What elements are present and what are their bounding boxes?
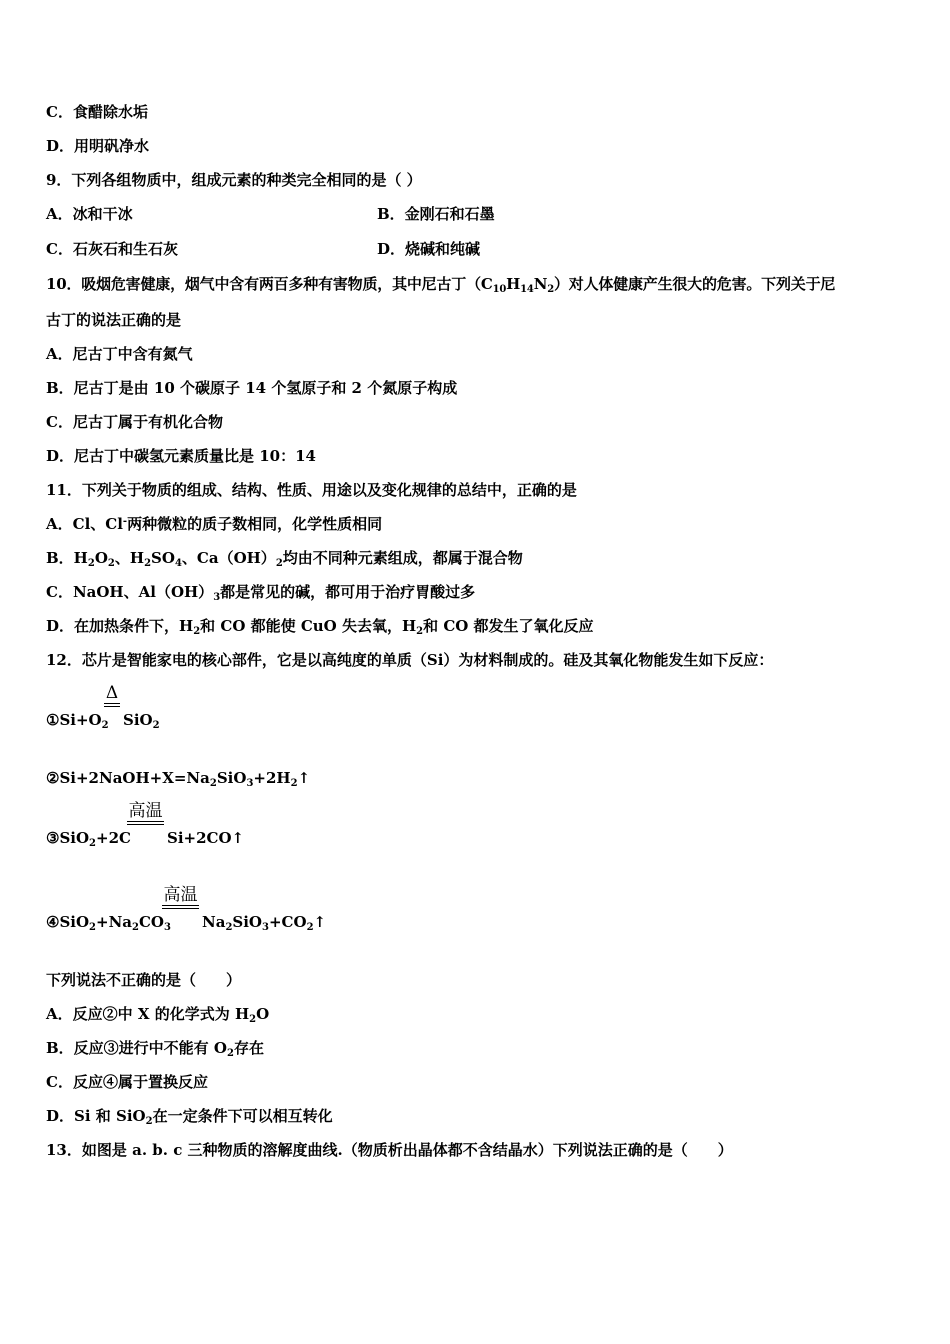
- q12-reaction-1-reactants: $①Si+O_2$: [46, 711, 109, 731]
- q12-option-b: B．反应③进行中不能有 $O_2$存在: [46, 1039, 264, 1059]
- q11-option-a: A．Cl、Cl-两种微粒的质子数相同，化学性质相同: [46, 515, 383, 533]
- q12-reaction-1-condition: Δ: [104, 684, 120, 707]
- q13-stem: 13．如图是 a. b. c 三种物质的溶解度曲线.（物质析出晶体都不含结晶水）下列说法正确的是（ ）: [46, 1141, 733, 1159]
- q10-stem: 10．吸烟危害健康，烟气中含有两百多种有害物质，其中尼古丁$(C_{10}H_{14}N_2)$对人体健康产生很大的危害。下列关于尼: [46, 275, 836, 295]
- q11-option-d: D．在加热条件下，$H_2$和 CO 都能使 CuO 失去氧，$H_2$和 CO 都发生了氧化反应: [46, 617, 594, 637]
- q10-option-d: D．尼古丁中碳氢元素质量比是 10：14: [46, 447, 316, 465]
- q12-option-c: C．反应④属于置换反应: [46, 1073, 208, 1091]
- q10-option-c: C．尼古丁属于有机化合物: [46, 413, 223, 431]
- q12-option-d: D．Si 和 SiO$_2$在一定条件下可以相互转化: [46, 1107, 333, 1127]
- q11-option-c: C．NaOH、$Al(OH)_3$都是常见的碱，都可用于治疗胃酸过多: [46, 583, 476, 603]
- q12-reaction-4-products: $Na_2SiO_3+CO_2↑$: [202, 913, 327, 933]
- q11-stem: 11．下列关于物质的组成、结构、性质、用途以及变化规律的总结中，正确的是: [46, 481, 577, 499]
- q12-reaction-1-products: SiO$_2$: [123, 711, 160, 731]
- q8-option-c: C．食醋除水垢: [46, 103, 148, 121]
- q10-stem-cont: 古丁的说法正确的是: [46, 311, 182, 329]
- q12-stem: 12．芯片是智能家电的核心部件，它是以高纯度的单质（Si）为材料制成的。硅及其氧化物能发生如下反应：: [46, 651, 774, 669]
- q12-prompt: 下列说法不正确的是（ ）: [46, 971, 242, 989]
- q12-reaction-3-reactants: ③SiO$_2$+2C: [46, 829, 131, 849]
- q12-reaction-3-condition: 高温: [127, 802, 164, 825]
- q10-option-a: A．尼古丁中含有氮气: [46, 345, 193, 363]
- q9-option-c: C．石灰石和生石灰: [46, 240, 178, 258]
- q9-option-a: A．冰和干冰: [46, 205, 133, 223]
- q12-reaction-3-products: Si+2CO↑: [167, 829, 245, 847]
- q9-option-d: D．烧碱和纯碱: [377, 240, 481, 258]
- q10-option-b: B．尼古丁是由 10 个碳原子 14 个氢原子和 2 个氮原子构成: [46, 379, 458, 397]
- q9-option-b: B．金刚石和石墨: [377, 205, 495, 223]
- q12-reaction-4-condition: 高温: [162, 886, 199, 909]
- q12-reaction-4-reactants: $④SiO_2+Na_2CO_3$: [46, 913, 171, 933]
- q8-option-d: D．用明矾净水: [46, 137, 150, 155]
- q12-reaction-2: $②Si+2NaOH+X=Na_2SiO_3+2H_2↑$: [46, 769, 311, 789]
- q11-option-b: B．$H_2O_2$、$H_2SO_4$、$Ca(OH)_2$均由不同种元素组成，都属于混合物: [46, 549, 523, 569]
- q12-option-a: A．反应②中 X 的化学式为 $H_2O$: [46, 1005, 270, 1025]
- q9-stem: 9．下列各组物质中，组成元素的种类完全相同的是（ ）: [46, 171, 422, 189]
